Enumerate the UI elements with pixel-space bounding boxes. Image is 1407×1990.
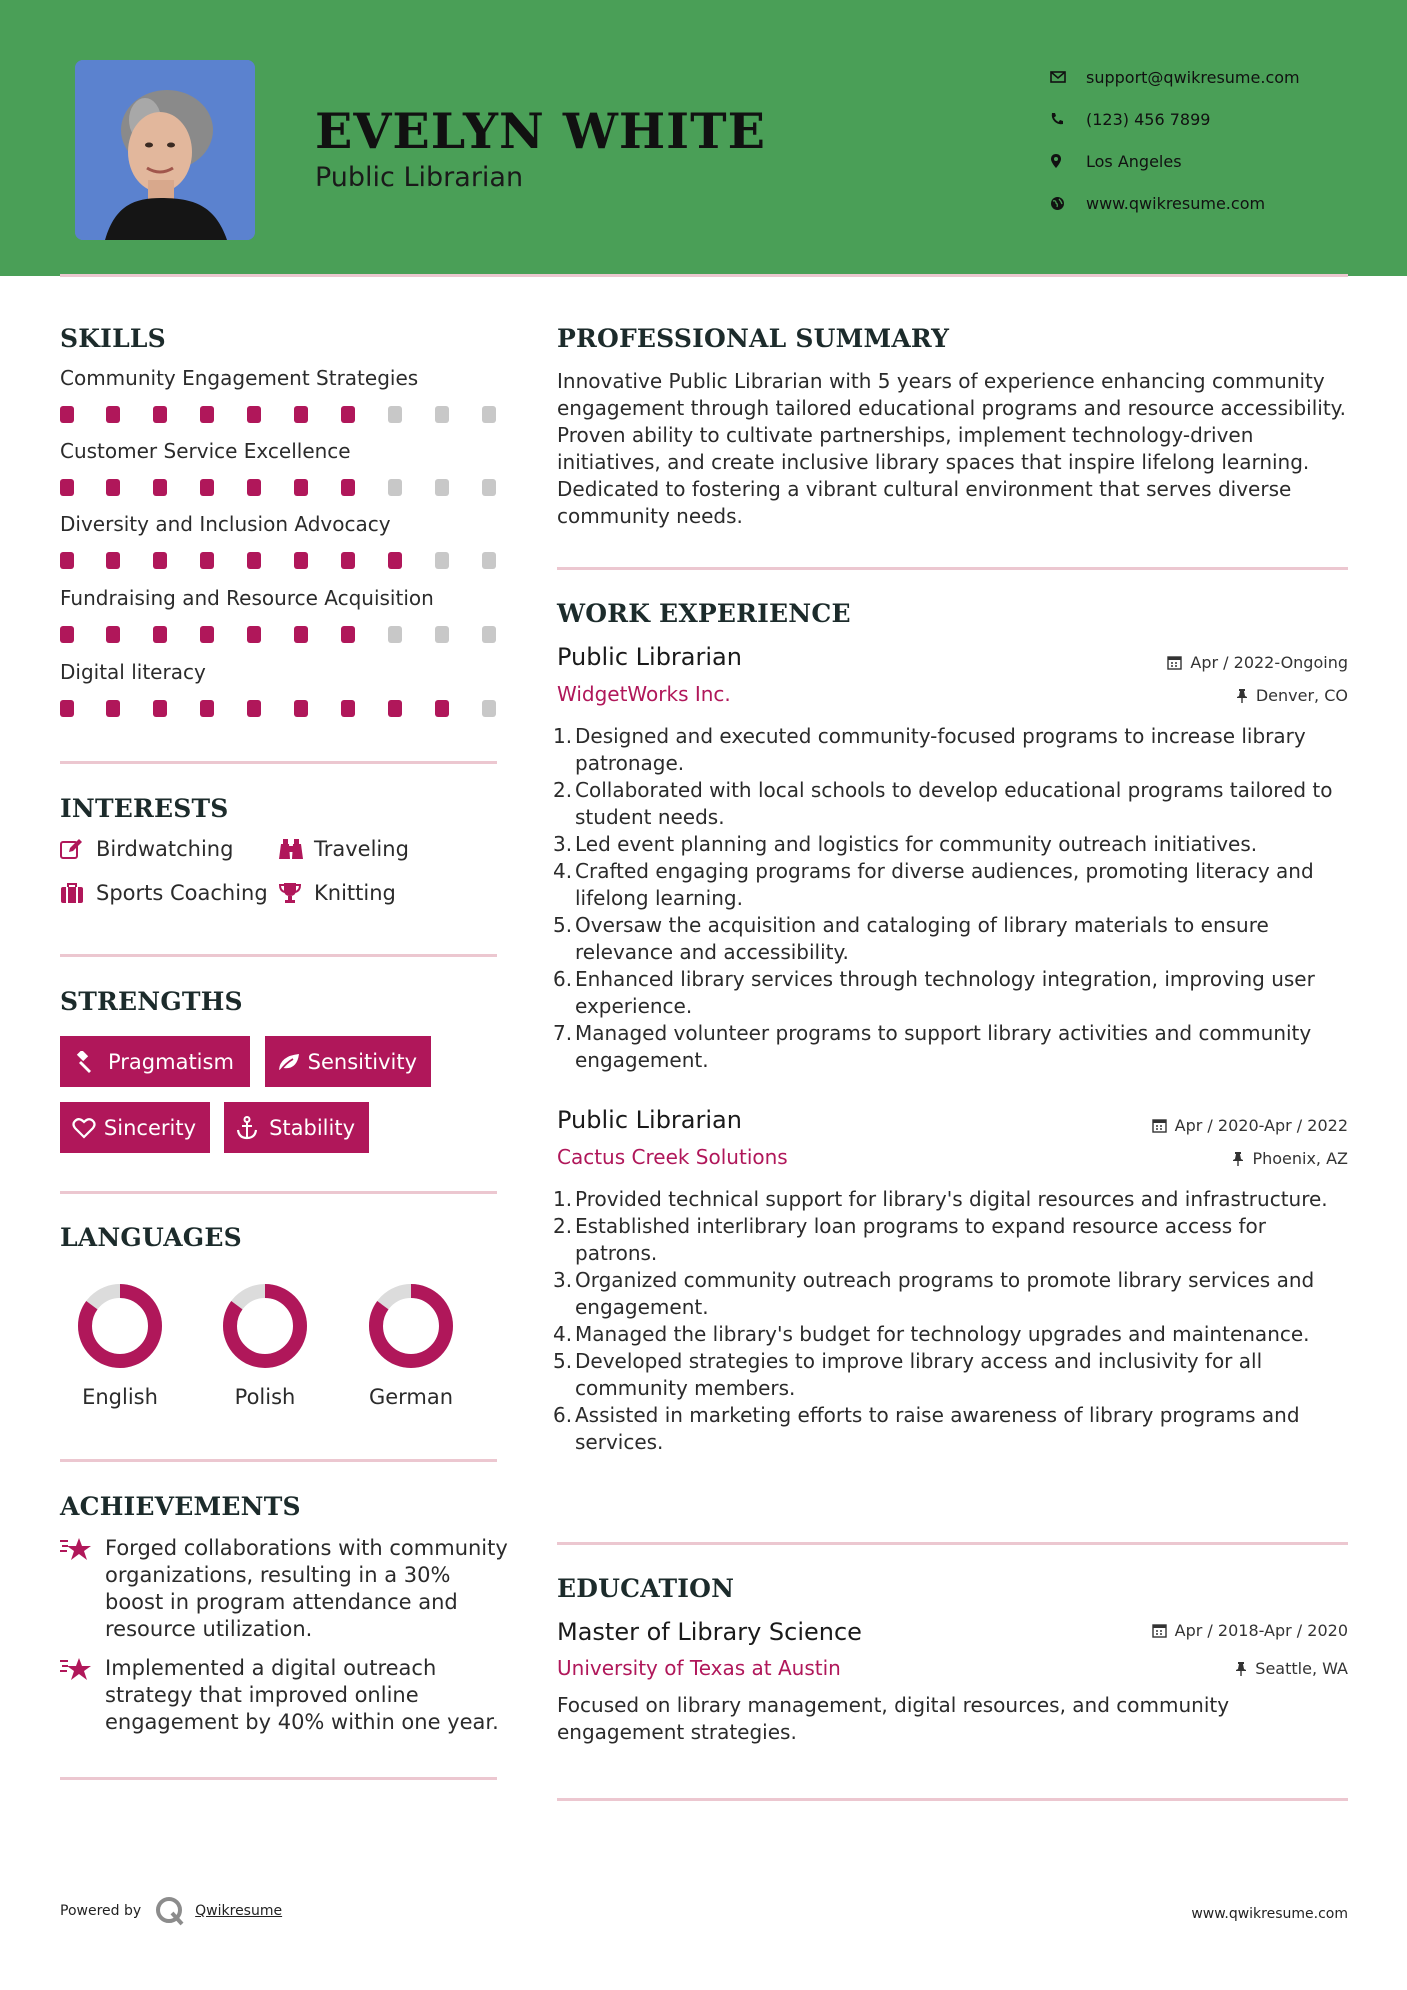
language-proficiency-ring <box>77 1283 163 1369</box>
job-location <box>1236 686 1348 705</box>
rating-dot-empty <box>435 552 449 569</box>
calendar-icon <box>1152 1118 1167 1133</box>
education-location <box>1235 1659 1348 1678</box>
qwikresume-link[interactable]: Qwikresume <box>195 1903 283 1919</box>
language-name: English <box>82 1385 158 1409</box>
rating-dot-filled <box>294 626 308 643</box>
interest-label: Traveling <box>314 837 409 861</box>
bullet-text: Assisted in marketing efforts to raise awareness of library programs and services. <box>575 1403 1300 1454</box>
skill-name: Digital literacy <box>60 660 206 684</box>
job-bullet <box>553 858 1347 912</box>
bullet-number: 1. <box>553 1187 573 1211</box>
rating-dot-filled <box>106 700 120 717</box>
skill-rating <box>60 477 500 499</box>
rating-dot-filled <box>388 552 402 569</box>
skill-name: Customer Service Excellence <box>60 439 351 463</box>
bullet-number: 7. <box>553 1021 573 1045</box>
header <box>0 0 1407 276</box>
star-badge-icon <box>60 1655 105 1736</box>
rating-dot-filled <box>153 626 167 643</box>
rating-dot-empty <box>482 552 496 569</box>
leaf-icon <box>277 1052 308 1072</box>
rating-dot-filled <box>341 700 355 717</box>
language-proficiency-ring <box>222 1283 308 1369</box>
bullet-text: Managed volunteer programs to support library activities and community engagement. <box>575 1021 1312 1072</box>
rating-dot-filled <box>60 626 74 643</box>
contact-phone-text: (123) 456 7899 <box>1086 109 1211 129</box>
trophy-icon <box>278 882 314 904</box>
interests-divider <box>60 954 497 957</box>
education-description: Focused on library management, digital resources, and community engagement strategies. <box>557 1693 1230 1744</box>
job-bullet <box>553 1020 1347 1074</box>
rating-dot-filled <box>247 552 261 569</box>
bullet-number: 6. <box>553 1403 573 1427</box>
rating-dot-filled <box>200 552 214 569</box>
interest-label: Birdwatching <box>96 837 234 861</box>
rating-dot-filled <box>294 406 308 423</box>
star-badge-icon <box>60 1535 105 1643</box>
bullet-text: Collaborated with local schools to develop educational programs tailored to student needs. <box>575 778 1333 829</box>
summary-heading: PROFESSIONAL SUMMARY <box>557 324 950 353</box>
bullet-number: 4. <box>553 859 573 883</box>
rating-dot-empty <box>388 406 402 423</box>
powered-by-label: Powered by <box>60 1903 142 1919</box>
rating-dot-filled <box>341 626 355 643</box>
interest-item <box>278 837 409 861</box>
rating-dot-filled <box>106 406 120 423</box>
bullet-text: Managed the library's budget for technology upgrades and maintenance. <box>575 1322 1310 1346</box>
candidate-name: EVELYN WHITE <box>315 102 766 160</box>
anchor-icon <box>236 1116 269 1140</box>
rating-dot-filled <box>200 626 214 643</box>
job-dates <box>1152 1116 1348 1135</box>
language-name: Polish <box>234 1385 296 1409</box>
contact-website[interactable] <box>1050 182 1300 224</box>
job-location-text: Denver, CO <box>1255 686 1348 705</box>
skill-item <box>60 660 500 720</box>
experience-heading: WORK EXPERIENCE <box>557 599 851 628</box>
skill-item <box>60 439 500 499</box>
interest-item <box>60 837 233 861</box>
education-dates-text: Apr / 2018-Apr / 2020 <box>1174 1621 1348 1640</box>
footer-website[interactable]: www.qwikresume.com <box>1191 1906 1348 1922</box>
interest-item <box>60 881 268 905</box>
language-item <box>55 1283 185 1409</box>
contact-email[interactable] <box>1050 56 1300 98</box>
skill-name: Diversity and Inclusion Advocacy <box>60 512 391 536</box>
languages-heading: LANGUAGES <box>60 1223 242 1252</box>
strength-tag <box>60 1036 250 1087</box>
achievement-item <box>60 1535 510 1643</box>
interests-heading: INTERESTS <box>60 794 229 823</box>
rating-dot-filled <box>247 626 261 643</box>
degree-title: Master of Library Science <box>557 1618 862 1646</box>
education-location-text: Seattle, WA <box>1255 1659 1348 1678</box>
experience-divider <box>557 1542 1348 1545</box>
achievements-divider <box>60 1777 497 1780</box>
rating-dot-filled <box>200 479 214 496</box>
binoculars-icon <box>278 838 314 860</box>
edit-icon <box>60 838 96 860</box>
bullet-number: 4. <box>553 1322 573 1346</box>
skill-name: Community Engagement Strategies <box>60 366 419 390</box>
achievement-item <box>60 1655 510 1736</box>
languages-divider <box>60 1459 497 1462</box>
bullet-text: Oversaw the acquisition and cataloging of library materials to ensure relevance and accessibility. <box>575 913 1269 964</box>
rating-dot-filled <box>106 626 120 643</box>
rating-dot-filled <box>341 479 355 496</box>
skill-rating <box>60 404 500 426</box>
rating-dot-empty <box>482 406 496 423</box>
skills-heading: SKILLS <box>60 324 166 353</box>
strength-tag <box>60 1102 210 1153</box>
summary-divider <box>557 567 1348 570</box>
rating-dot-filled <box>60 406 74 423</box>
contact-phone[interactable] <box>1050 98 1300 140</box>
interest-label: Knitting <box>314 881 396 905</box>
strength-label: Sincerity <box>103 1115 196 1140</box>
skill-name: Fundraising and Resource Acquisition <box>60 586 434 610</box>
calendar-icon <box>1167 655 1182 670</box>
pushpin-icon <box>1236 688 1248 703</box>
rating-dot-filled <box>200 700 214 717</box>
bullet-text: Organized community outreach programs to promote library services and engagement. <box>575 1268 1315 1319</box>
bullet-number: 2. <box>553 1214 573 1238</box>
strengths-divider <box>60 1191 497 1194</box>
globe-icon <box>1050 196 1086 211</box>
contact-location-text: Los Angeles <box>1086 151 1182 171</box>
education-dates <box>1152 1621 1348 1640</box>
job-bullet <box>553 1348 1347 1402</box>
job-company: Cactus Creek Solutions <box>557 1145 788 1169</box>
envelope-icon <box>1050 71 1086 83</box>
rating-dot-filled <box>247 479 261 496</box>
bullet-text: Designed and executed community-focused programs to increase library patronage. <box>575 724 1306 775</box>
language-item <box>200 1283 330 1409</box>
rating-dot-filled <box>435 700 449 717</box>
rating-dot-filled <box>153 552 167 569</box>
briefcase-icon <box>60 882 96 904</box>
rating-dot-filled <box>60 700 74 717</box>
bullet-text: Developed strategies to improve library access and inclusivity for all community members. <box>575 1349 1263 1400</box>
interest-label: Sports Coaching <box>96 881 268 905</box>
bullet-number: 1. <box>553 724 573 748</box>
rating-dot-filled <box>388 700 402 717</box>
job-dates <box>1167 653 1348 672</box>
skill-rating <box>60 624 500 646</box>
bullet-text: Led event planning and logistics for community outreach initiatives. <box>575 832 1258 856</box>
rating-dot-filled <box>153 700 167 717</box>
contact-list <box>1050 56 1300 224</box>
rating-dot-empty <box>435 626 449 643</box>
rating-dot-empty <box>388 626 402 643</box>
map-pin-icon <box>1050 153 1086 169</box>
job-dates-text: Apr / 2022-Ongoing <box>1190 653 1348 672</box>
school-name: University of Texas at Austin <box>557 1656 841 1680</box>
pushpin-icon <box>1232 1151 1244 1166</box>
pushpin-icon <box>1235 1661 1247 1676</box>
job-company: WidgetWorks Inc. <box>557 682 731 706</box>
strength-label: Sensitivity <box>307 1049 417 1074</box>
bullet-text: Provided technical support for library's digital resources and infrastructure. <box>575 1187 1328 1211</box>
gavel-icon <box>72 1051 108 1073</box>
rating-dot-empty <box>482 700 496 717</box>
education-divider <box>557 1798 1348 1801</box>
job-bullet <box>553 1213 1347 1267</box>
rating-dot-filled <box>341 406 355 423</box>
bullet-text: Established interlibrary loan programs to expand resource access for patrons. <box>575 1214 1266 1265</box>
job-title: Public Librarian <box>557 643 742 671</box>
skill-rating <box>60 698 500 720</box>
qwikresume-logo-icon <box>155 1896 185 1926</box>
bullet-number: 5. <box>553 913 573 937</box>
rating-dot-filled <box>106 479 120 496</box>
strengths-heading: STRENGTHS <box>60 987 243 1016</box>
job-bullet <box>553 912 1347 966</box>
candidate-role: Public Librarian <box>315 162 524 193</box>
bullet-text: Crafted engaging programs for diverse audiences, promoting literacy and lifelong learning. <box>575 859 1314 910</box>
skill-item <box>60 586 500 646</box>
header-divider <box>60 274 1348 277</box>
strength-label: Stability <box>269 1115 355 1140</box>
rating-dot-filled <box>247 700 261 717</box>
rating-dot-empty <box>435 406 449 423</box>
rating-dot-filled <box>60 479 74 496</box>
contact-website-text: www.qwikresume.com <box>1086 193 1266 213</box>
interest-item <box>278 881 396 905</box>
job-bullet <box>553 831 1347 858</box>
rating-dot-empty <box>482 479 496 496</box>
contact-location <box>1050 140 1300 182</box>
rating-dot-filled <box>341 552 355 569</box>
language-proficiency-ring <box>368 1283 454 1369</box>
rating-dot-filled <box>106 552 120 569</box>
skill-rating <box>60 550 500 572</box>
job-title: Public Librarian <box>557 1106 742 1134</box>
job-bullet <box>553 723 1347 777</box>
job-bullets <box>553 1186 1347 1456</box>
heart-icon <box>72 1117 104 1139</box>
bullet-number: 5. <box>553 1349 573 1373</box>
calendar-icon <box>1152 1623 1167 1638</box>
achievements-heading: ACHIEVEMENTS <box>60 1492 301 1521</box>
strength-tag <box>265 1036 431 1087</box>
rating-dot-filled <box>294 479 308 496</box>
skill-item <box>60 512 500 572</box>
job-bullet <box>553 966 1347 1020</box>
skill-item <box>60 366 500 426</box>
language-name: German <box>368 1385 454 1409</box>
job-bullet <box>553 1267 1347 1321</box>
rating-dot-filled <box>294 552 308 569</box>
rating-dot-filled <box>247 406 261 423</box>
bullet-text: Enhanced library services through technology integration, improving user experience. <box>575 967 1315 1018</box>
job-bullets <box>553 723 1347 1074</box>
rating-dot-filled <box>294 700 308 717</box>
rating-dot-filled <box>153 479 167 496</box>
summary-text: Innovative Public Librarian with 5 years of experience enhancing community engagement through tailored educational programs and resource accessibility. Proven ability to cultivate partnerships, implement technology-driven initiatives, and create inclusive library spaces that inspire lifelong learning. Dedicated to fostering a vibrant cultural environment that serves diverse community needs. <box>557 369 1347 528</box>
job-location <box>1232 1149 1348 1168</box>
rating-dot-empty <box>482 626 496 643</box>
skills-divider <box>60 761 497 764</box>
job-bullet <box>553 1321 1347 1348</box>
rating-dot-empty <box>435 479 449 496</box>
achievement-text: Forged collaborations with community organizations, resulting in a 30% boost in program attendance and resource utilization. <box>105 1536 508 1641</box>
job-bullet <box>553 777 1347 831</box>
bullet-number: 2. <box>553 778 573 802</box>
footer-powered-by <box>60 1896 282 1926</box>
contact-email-text: support@qwikresume.com <box>1086 67 1300 87</box>
bullet-number: 3. <box>553 1268 573 1292</box>
language-item <box>346 1283 476 1409</box>
rating-dot-empty <box>388 479 402 496</box>
bullet-number: 3. <box>553 832 573 856</box>
phone-icon <box>1050 112 1086 126</box>
job-location-text: Phoenix, AZ <box>1252 1149 1348 1168</box>
rating-dot-filled <box>153 406 167 423</box>
profile-photo <box>75 60 255 240</box>
rating-dot-filled <box>200 406 214 423</box>
education-heading: EDUCATION <box>557 1574 735 1603</box>
rating-dot-filled <box>60 552 74 569</box>
job-bullet <box>553 1186 1347 1213</box>
strength-label: Pragmatism <box>108 1049 234 1074</box>
strength-tag <box>224 1102 369 1153</box>
job-dates-text: Apr / 2020-Apr / 2022 <box>1174 1116 1348 1135</box>
bullet-number: 6. <box>553 967 573 991</box>
job-bullet <box>553 1402 1347 1456</box>
achievement-text: Implemented a digital outreach strategy that improved online engagement by 40% within one year. <box>105 1656 499 1734</box>
